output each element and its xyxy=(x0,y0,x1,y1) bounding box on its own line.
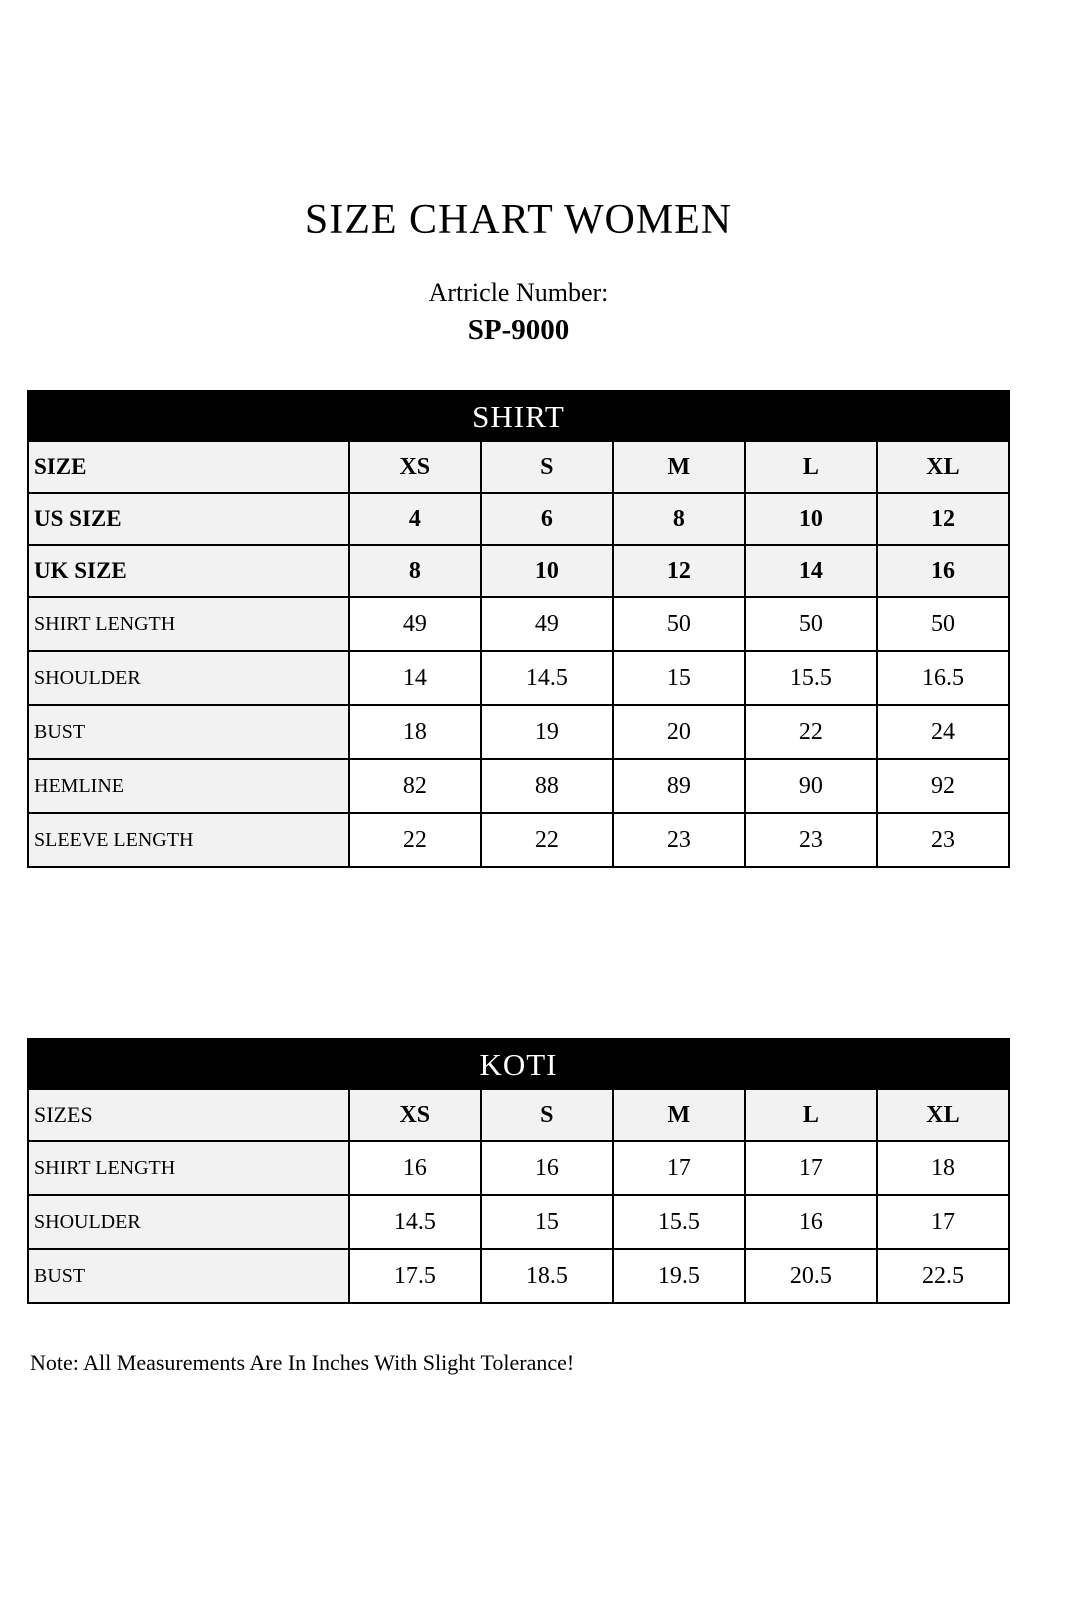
value-cell: 16 xyxy=(745,1195,877,1249)
value-cell: 6 xyxy=(481,493,613,545)
value-cell: 14.5 xyxy=(349,1195,481,1249)
value-cell: 82 xyxy=(349,759,481,813)
table-row xyxy=(28,813,1009,867)
value-cell: XL xyxy=(877,441,1009,493)
value-cell: 22 xyxy=(745,705,877,759)
shirt-size-table xyxy=(27,390,1010,868)
article-number-value: SP-9000 xyxy=(467,314,570,346)
value-cell: 18.5 xyxy=(481,1249,613,1303)
value-cell: 17.5 xyxy=(349,1249,481,1303)
row-label: BUST xyxy=(28,705,349,759)
table-row xyxy=(28,1195,1009,1249)
value-cell: XL xyxy=(877,1089,1009,1141)
value-cell: 17 xyxy=(745,1141,877,1195)
koti-table-body xyxy=(27,1088,1010,1304)
document-header xyxy=(27,196,1010,347)
value-cell: 15.5 xyxy=(613,1195,745,1249)
value-cell: 88 xyxy=(481,759,613,813)
value-cell: 12 xyxy=(877,493,1009,545)
row-label: SIZES xyxy=(28,1089,349,1141)
value-cell: 22.5 xyxy=(877,1249,1009,1303)
value-cell: S xyxy=(481,441,613,493)
value-cell: 16 xyxy=(349,1141,481,1195)
value-cell: L xyxy=(745,1089,877,1141)
value-cell: 19.5 xyxy=(613,1249,745,1303)
value-cell: 49 xyxy=(349,597,481,651)
value-cell: 8 xyxy=(349,545,481,597)
value-cell: 22 xyxy=(481,813,613,867)
value-cell: 50 xyxy=(613,597,745,651)
table-row xyxy=(28,545,1009,597)
value-cell: 16 xyxy=(877,545,1009,597)
row-label: SHIRT LENGTH xyxy=(28,597,349,651)
value-cell: 24 xyxy=(877,705,1009,759)
value-cell: 10 xyxy=(745,493,877,545)
value-cell: 19 xyxy=(481,705,613,759)
row-label: SHOULDER xyxy=(28,1195,349,1249)
row-label: BUST xyxy=(28,1249,349,1303)
table-row xyxy=(28,597,1009,651)
koti-size-table xyxy=(27,1038,1010,1304)
row-label: US SIZE xyxy=(28,493,349,545)
value-cell: 23 xyxy=(613,813,745,867)
measurement-note: Note: All Measurements Are In Inches With Slight Tolerance! xyxy=(30,1350,575,1375)
value-cell: 14.5 xyxy=(481,651,613,705)
shirt-table-title: SHIRT xyxy=(27,390,1010,440)
value-cell: 17 xyxy=(613,1141,745,1195)
row-label: SHIRT LENGTH xyxy=(28,1141,349,1195)
row-label: HEMLINE xyxy=(28,759,349,813)
table-row xyxy=(28,651,1009,705)
table-row xyxy=(28,1141,1009,1195)
page-title: SIZE CHART WOMEN xyxy=(304,197,733,243)
value-cell: 16 xyxy=(481,1141,613,1195)
value-cell: 23 xyxy=(745,813,877,867)
value-cell: 18 xyxy=(877,1141,1009,1195)
size-table xyxy=(27,440,1010,868)
article-number-label: Artricle Number: xyxy=(428,278,609,307)
value-cell: M xyxy=(613,441,745,493)
value-cell: 15.5 xyxy=(745,651,877,705)
value-cell: XS xyxy=(349,441,481,493)
value-cell: 16.5 xyxy=(877,651,1009,705)
table-row xyxy=(28,441,1009,493)
value-cell: L xyxy=(745,441,877,493)
value-cell: 90 xyxy=(745,759,877,813)
table-row xyxy=(28,1089,1009,1141)
value-cell: 89 xyxy=(613,759,745,813)
value-cell: XS xyxy=(349,1089,481,1141)
value-cell: 17 xyxy=(877,1195,1009,1249)
table-row xyxy=(28,705,1009,759)
row-label: UK SIZE xyxy=(28,545,349,597)
value-cell: 92 xyxy=(877,759,1009,813)
size-table xyxy=(27,1088,1010,1304)
table-row xyxy=(28,1249,1009,1303)
value-cell: 20 xyxy=(613,705,745,759)
value-cell: 22 xyxy=(349,813,481,867)
value-cell: 18 xyxy=(349,705,481,759)
value-cell: 14 xyxy=(745,545,877,597)
value-cell: 50 xyxy=(877,597,1009,651)
value-cell: 14 xyxy=(349,651,481,705)
value-cell: 15 xyxy=(481,1195,613,1249)
value-cell: 49 xyxy=(481,597,613,651)
value-cell: 50 xyxy=(745,597,877,651)
table-row xyxy=(28,759,1009,813)
value-cell: 8 xyxy=(613,493,745,545)
table-row xyxy=(28,493,1009,545)
value-cell: 15 xyxy=(613,651,745,705)
shirt-table-body xyxy=(27,440,1010,868)
row-label: SLEEVE LENGTH xyxy=(28,813,349,867)
row-label: SIZE xyxy=(28,441,349,493)
value-cell: 10 xyxy=(481,545,613,597)
value-cell: 4 xyxy=(349,493,481,545)
value-cell: 20.5 xyxy=(745,1249,877,1303)
value-cell: S xyxy=(481,1089,613,1141)
value-cell: M xyxy=(613,1089,745,1141)
row-label: SHOULDER xyxy=(28,651,349,705)
value-cell: 23 xyxy=(877,813,1009,867)
koti-table-title: KOTI xyxy=(27,1038,1010,1088)
value-cell: 12 xyxy=(613,545,745,597)
